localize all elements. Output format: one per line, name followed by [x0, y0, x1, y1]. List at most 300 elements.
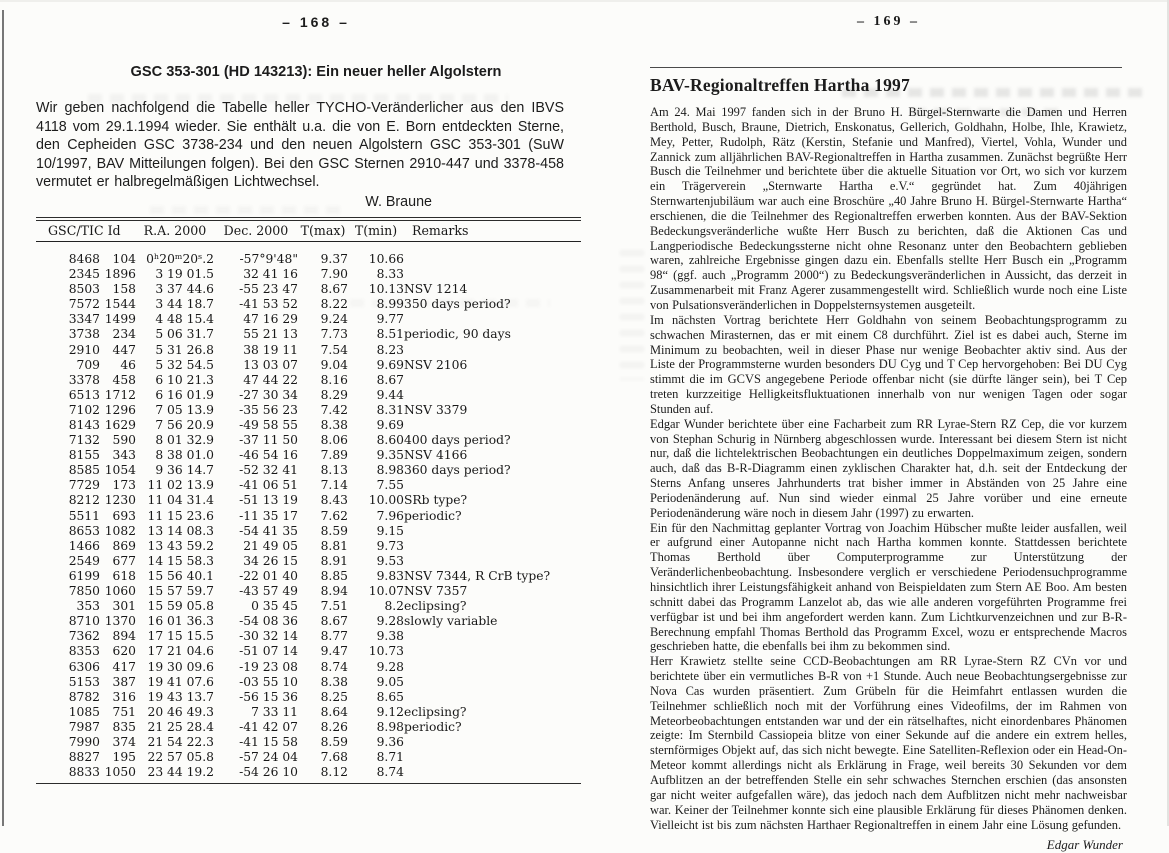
- table-cell: 10.00: [368, 493, 404, 508]
- table-cell: 8.2: [384, 599, 404, 614]
- table-cell: 8.59: [320, 523, 348, 538]
- table-cell: [404, 267, 581, 282]
- table-cell: 343: [112, 448, 136, 463]
- table-cell: 8.65: [376, 689, 404, 704]
- table-cell: 7.51: [320, 599, 348, 614]
- table-cell: 7 56 20.9: [155, 418, 214, 432]
- table-cell: 3738: [68, 327, 100, 342]
- table-cell: [404, 660, 581, 675]
- table-cell: -52 32 41: [239, 463, 298, 478]
- table-cell: 9.28: [376, 614, 404, 629]
- table-cell: 8.13: [320, 463, 348, 478]
- table-row: [36, 524, 581, 539]
- table-row: [36, 554, 581, 569]
- table-cell: 8833: [36, 765, 100, 784]
- table-cell: 9.38: [376, 629, 404, 644]
- table-cell: 7 33 11: [251, 704, 298, 719]
- table-row: [36, 343, 581, 358]
- table-cell: 7132: [68, 433, 100, 448]
- star-table: [36, 220, 581, 784]
- table-cell: -03 55 10: [239, 674, 298, 689]
- table-cell: 17 21 04.6: [147, 644, 214, 659]
- table-row: [36, 539, 581, 554]
- table-cell: 2910: [68, 342, 100, 357]
- table-row: [36, 675, 581, 690]
- author-byline: W. Braune: [365, 193, 432, 210]
- title-rule: [650, 67, 1122, 68]
- table-row: [36, 373, 581, 388]
- table-cell: 8.60: [376, 433, 404, 448]
- table-cell: 1629: [104, 418, 136, 432]
- table-cell: 8.23: [376, 342, 404, 357]
- table-cell: 234: [112, 327, 136, 342]
- table-cell: SRb type?: [404, 493, 468, 508]
- table-cell: 387: [112, 674, 136, 689]
- table-cell: 9.47: [320, 644, 348, 659]
- table-cell: 23 44 19.2: [136, 765, 214, 784]
- table-cell: 8585: [68, 463, 100, 478]
- table-cell: 8.71: [376, 750, 404, 765]
- table-cell: 9.77: [376, 312, 404, 327]
- table-cell: 8782: [68, 689, 100, 704]
- table-cell: 8.67: [320, 614, 348, 629]
- table-row: [36, 690, 581, 705]
- table-cell: 8.59: [320, 734, 348, 749]
- table-cell: 7.54: [320, 342, 348, 357]
- table-cell: 19 43 13.7: [147, 689, 214, 704]
- table-cell: 22 57 05.8: [147, 750, 214, 765]
- table-cell: 9 36 14.7: [155, 463, 214, 478]
- table-cell: 8653: [68, 523, 100, 538]
- page-number-right: – 169 –: [857, 14, 920, 29]
- table-cell: 7102: [68, 402, 100, 417]
- report-title: BAV-Regionaltreffen Hartha 1997: [650, 75, 910, 95]
- report-paragraph: Edgar Wunder berichtete über eine Facharbeit zum RR Lyrae-Stern RZ Cep, die vor kurzem von Stephan Schurig in Nürnberg abgeschlossen wurde. Interessant bei diesem Stern ist nicht nur, daß die lichtelektrischen Beobachtungen ein deutliches Doppelmaximum zeigen, sondern auch, daß das B-R-Diagramm einen zyklischen Charakter hat, d.h. seit der Entdeckung der Sterns Anfang unseres Jahrhunderts trat bisher immer in Abständen von 25 Jahre eine Periodenänderung auf. Nun sind wieder einmal 25 Jahre vorüber und eine erneute Periodenänderung wäre noch in diesem Jahr (1997) zu erwarten.: [650, 416, 1127, 520]
- table-cell: 835: [112, 719, 136, 734]
- table-cell: [404, 241, 581, 267]
- table-row: [36, 433, 581, 448]
- table-cell: NSV 2106: [404, 357, 468, 372]
- table-cell: [404, 644, 581, 659]
- table-cell: 21 54 22.3: [147, 734, 214, 749]
- table-cell: 17 15 15.5: [147, 629, 214, 644]
- table-cell: 13 03 07: [243, 357, 298, 372]
- table-cell: NSV 1214: [404, 282, 468, 297]
- table-cell: 693: [112, 508, 136, 523]
- table-cell: 590: [112, 433, 136, 448]
- table-row: [36, 599, 581, 614]
- table-cell: 4 48 15.4: [155, 312, 214, 327]
- table-cell: 10.13: [368, 282, 404, 297]
- table-cell: 6 10 21.3: [155, 372, 214, 387]
- table-cell: 11 02 13.9: [147, 478, 214, 493]
- page-168: [36, 8, 596, 784]
- table-cell: 6199: [68, 568, 100, 583]
- table-row: [36, 282, 581, 297]
- col-header-t-min: T(min): [348, 220, 404, 241]
- table-cell: 13 14 08.3: [147, 523, 214, 538]
- table-cell: NSV 7344, R CrB type?: [404, 568, 551, 583]
- table-cell: 7.14: [320, 478, 348, 493]
- table-cell: -56 15 36: [239, 689, 298, 704]
- table-cell: 7.96: [376, 508, 404, 523]
- table-cell: -51 13 19: [239, 493, 298, 508]
- table-cell: 47 44 22: [243, 372, 298, 387]
- table-cell: 7729: [68, 478, 100, 493]
- table-row: [36, 312, 581, 327]
- table-cell: 8.33: [376, 267, 404, 282]
- table-cell: 709: [76, 357, 100, 372]
- table-cell: 10.07: [368, 584, 404, 599]
- table-row: [36, 493, 581, 508]
- table-cell: 8.16: [320, 372, 348, 387]
- table-row: [36, 297, 581, 312]
- table-cell: 1230: [104, 493, 136, 508]
- table-cell: 7 05 13.9: [155, 402, 214, 417]
- table-cell: [404, 478, 581, 493]
- table-row: [36, 463, 581, 478]
- table-row: [36, 735, 581, 750]
- scan-edge-left: [2, 10, 4, 826]
- col-header-ra-2000: R.A. 2000: [136, 220, 214, 241]
- table-cell: [404, 539, 581, 554]
- table-cell: -22 01 40: [239, 568, 298, 583]
- table-cell: 46: [120, 357, 136, 372]
- table-cell: 19 41 07.6: [147, 674, 214, 689]
- article-title: GSC 353-301 (HD 143213): Ein neuer heller Algolstern: [130, 64, 502, 80]
- table-cell: 8.74: [348, 765, 404, 784]
- table-cell: 5 31 26.8: [155, 342, 214, 357]
- table-cell: 400 days period?: [404, 433, 511, 448]
- table-cell: NSV 3379: [404, 402, 468, 417]
- table-cell: 8.51: [376, 327, 404, 342]
- table-cell: slowly variable: [404, 614, 498, 629]
- table-cell: -41 42 07: [239, 719, 298, 734]
- table-cell: eclipsing?: [404, 704, 467, 719]
- table-cell: 350 days period?: [404, 297, 511, 312]
- table-cell: 5153: [68, 674, 100, 689]
- table-cell: [404, 418, 581, 433]
- table-cell: 11 15 23.6: [147, 508, 214, 523]
- table-cell: 869: [112, 538, 136, 553]
- table-cell: 9.69: [376, 357, 404, 372]
- table-cell: 8.98: [376, 463, 404, 478]
- table-cell: 7.73: [320, 327, 348, 342]
- table-cell: 8 38 01.0: [155, 448, 214, 463]
- table-cell: -43 57 49: [239, 584, 298, 599]
- table-cell: 8.22: [320, 297, 348, 312]
- scan-edge-top: [0, 0, 1169, 2]
- table-cell: 7850: [68, 584, 100, 599]
- table-cell: [404, 675, 581, 690]
- table-cell: 301: [112, 599, 136, 614]
- table-cell: [404, 690, 581, 705]
- table-cell: 1370: [104, 614, 136, 629]
- col-header-remarks: Remarks: [404, 220, 581, 241]
- table-cell: 8.31: [376, 402, 404, 417]
- table-row: [36, 705, 581, 720]
- article-intro-paragraph: Wir geben nachfolgend die Tabelle heller TYCHO-Veränderlicher aus den IBVS 4118 vom 29.1.1994 wieder. Sie enthält u.a. die von E. Born entdeckten Sterne, den Cepheiden GSC 3738-234 und den neuen Algolstern GSC 353-301 (SuW 10/1997, BAV Mitteilungen folgen). Bei den GSC Sternen 2910-447 und 3378-458 vermutet er halbregelmäßigen Lichtwechsel.: [36, 100, 564, 191]
- table-cell: -41 06 51: [239, 478, 298, 493]
- table-cell: periodic, 90 days: [404, 327, 511, 342]
- table-cell: 173: [112, 478, 136, 493]
- table-cell: 8.67: [376, 372, 404, 387]
- table-cell: -37 11 50: [239, 433, 298, 448]
- table-cell: 6513: [68, 387, 100, 402]
- table-cell: 8.91: [320, 553, 348, 568]
- table-cell: 15 59 05.8: [147, 599, 214, 614]
- table-cell: 374: [112, 734, 136, 749]
- table-cell: 1082: [104, 523, 136, 538]
- table-cell: 8827: [68, 750, 100, 765]
- table-cell: [404, 524, 581, 539]
- bleedthrough-smudge: [620, 250, 644, 380]
- table-cell: 417: [112, 659, 136, 674]
- table-cell: 8.38: [320, 674, 348, 689]
- table-row: [36, 509, 581, 524]
- table-cell: 8353: [68, 644, 100, 659]
- table-cell: 894: [112, 629, 136, 644]
- table-cell: 6306: [68, 659, 100, 674]
- table-cell: 9.36: [376, 734, 404, 749]
- table-cell: 447: [112, 342, 136, 357]
- table-cell: 9.73: [376, 538, 404, 553]
- table-row: [36, 629, 581, 644]
- table-cell: 8.85: [320, 568, 348, 583]
- report-paragraph: Herr Krawietz stellte seine CCD-Beobachtungen am RR Lyrae-Stern RZ CVn vor und berichtete über ein vermutliches B-R von +1 Stunde. Auch neue Beobachtungsergebnisse zur Nova Cas wurden präsentiert. Zum Grübeln für die Heimfahrt entlassen wurden die Teilnehmer schließlich noch mit der Vorführung eines Videofilms, der im Rahmen von Meteorbeobachtungen entstanden war und der ein rätselhaftes, nicht einordenbares Phänomen zeigte: Im Sternbild Cassiopeia blitze von einer Sekunde auf die andere ein extrem helles, sternförmiges Objekt auf, das sich nicht bewegte. Eine Satelliten-Reflexion oder ein Head-On-Meteor kommt allerdings nicht als Erklärung in Frage, weil bereits 30 Sekunden vor dem Aufblitzen an der betreffenden Stelle ein sehr schwaches Sternchen erschien (das ansonsten gar nicht weiter aufgefallen wäre), das jedoch nach dem Aufblitzen nicht mehr nachweisbar war. Keiner der Teilnehmer konnte sich eine plausible Erklärung für dieses Phänomen denken. Vielleicht ist bis zum nächsten Harthaer Regionaltreffen in einem Jahr eine Lösung gefunden.: [650, 654, 1127, 832]
- report-signature: Edgar Wunder: [1046, 837, 1123, 853]
- table-cell: 8.06: [320, 433, 348, 448]
- table-cell: 8.29: [320, 387, 348, 402]
- table-cell: [404, 343, 581, 358]
- table-cell: 9.15: [376, 523, 404, 538]
- table-cell: 316: [112, 689, 136, 704]
- table-cell: eclipsing?: [404, 599, 467, 614]
- table-cell: -41 53 52: [239, 297, 298, 312]
- table-cell: 21 49 05: [243, 538, 298, 553]
- table-cell: 8.99: [376, 297, 404, 312]
- col-header-t-max: T(max): [298, 220, 348, 241]
- table-cell: 1896: [104, 267, 136, 282]
- table-cell: 8.26: [320, 719, 348, 734]
- table-cell: 5511: [68, 508, 100, 523]
- table-cell: NSV 4166: [404, 448, 468, 463]
- table-cell: 677: [112, 553, 136, 568]
- table-cell: 1060: [104, 584, 136, 599]
- table-cell: [404, 373, 581, 388]
- table-cell: 7.42: [320, 402, 348, 417]
- table-cell: 1054: [104, 463, 136, 478]
- table-cell: 1544: [104, 297, 136, 312]
- col-header-dec-2000: Dec. 2000: [214, 220, 298, 241]
- table-cell: 3 19 01.5: [155, 267, 214, 282]
- table-cell: 9.69: [376, 418, 404, 432]
- star-table-body: [36, 241, 581, 783]
- table-cell: 8.74: [320, 659, 348, 674]
- table-cell: 9.53: [376, 553, 404, 568]
- table-cell: 10.66: [368, 251, 404, 266]
- table-row: [36, 327, 581, 342]
- table-cell: 8468: [68, 251, 100, 266]
- table-cell: 3378: [68, 372, 100, 387]
- table-cell: [404, 735, 581, 750]
- table-cell: 9.12: [376, 704, 404, 719]
- table-cell: 104: [112, 251, 136, 266]
- table-cell: 9.04: [320, 357, 348, 372]
- table-cell: 8212: [68, 493, 100, 508]
- table-cell: 7.55: [376, 478, 404, 493]
- table-cell: 1466: [68, 538, 100, 553]
- table-cell: -51 07 14: [239, 644, 298, 659]
- table-row: [36, 750, 581, 765]
- table-cell: -54 41 35: [239, 523, 298, 538]
- table-cell: 1499: [104, 312, 136, 327]
- table-cell: 620: [112, 644, 136, 659]
- table-cell: 9.83: [376, 568, 404, 583]
- table-cell: 3 44 18.7: [155, 297, 214, 312]
- table-cell: 9.28: [376, 659, 404, 674]
- table-cell: 5 06 31.7: [155, 327, 214, 342]
- table-row: [36, 765, 581, 784]
- table-cell: 8.38: [320, 418, 348, 432]
- table-cell: 8.25: [320, 689, 348, 704]
- table-cell: 16 01 36.3: [147, 614, 214, 629]
- table-row: [36, 241, 581, 267]
- star-table-header: [36, 220, 581, 241]
- table-row: [36, 448, 581, 463]
- table-cell: 8.12: [298, 765, 348, 784]
- table-cell: NSV 7357: [404, 584, 468, 599]
- table-cell: [404, 388, 581, 403]
- page-number-left: – 168 –: [282, 14, 350, 30]
- table-cell: 9.24: [320, 312, 348, 327]
- table-row: [36, 358, 581, 373]
- table-cell: [404, 629, 581, 644]
- table-cell: 158: [112, 282, 136, 297]
- table-cell: 7362: [68, 629, 100, 644]
- table-cell: 8155: [68, 448, 100, 463]
- table-cell: 9.37: [320, 251, 348, 266]
- table-cell: 7.68: [320, 750, 348, 765]
- table-cell: 19 30 09.6: [147, 659, 214, 674]
- table-cell: 1296: [104, 402, 136, 417]
- table-cell: -46 54 16: [239, 448, 298, 463]
- table-cell: 360 days period?: [404, 463, 511, 478]
- table-cell: -11 35 17: [239, 508, 298, 523]
- table-cell: 8.98: [376, 719, 404, 734]
- table-cell: 7.62: [320, 508, 348, 523]
- table-cell: periodic?: [404, 719, 462, 734]
- table-cell: 7.90: [320, 267, 348, 282]
- table-cell: 7987: [68, 719, 100, 734]
- table-cell: 458: [112, 372, 136, 387]
- table-cell: 8.81: [320, 538, 348, 553]
- table-cell: [404, 750, 581, 765]
- table-cell: -57°9'48": [239, 251, 298, 266]
- table-cell: [404, 312, 581, 327]
- table-cell: 0 35 45: [251, 599, 298, 614]
- table-cell: [404, 765, 581, 784]
- table-cell: 7.89: [320, 448, 348, 463]
- table-cell: 15 57 59.7: [147, 584, 214, 599]
- table-cell: -35 56 23: [239, 402, 298, 417]
- table-cell: 1085: [68, 704, 100, 719]
- table-row: [36, 720, 581, 735]
- table-cell: 8503: [68, 282, 100, 297]
- star-table-wrapper: [36, 217, 581, 784]
- table-cell: 3347: [68, 312, 100, 327]
- table-cell: 8.43: [320, 493, 348, 508]
- table-cell: -19 23 08: [239, 659, 298, 674]
- table-row: [36, 660, 581, 675]
- table-row: [36, 614, 581, 629]
- table-cell: 1712: [104, 387, 136, 402]
- table-cell: 8 01 32.9: [155, 433, 214, 448]
- table-row: [36, 478, 581, 493]
- table-row: [36, 644, 581, 659]
- table-cell: 14 15 58.3: [147, 553, 214, 568]
- table-cell: 8710: [68, 614, 100, 629]
- table-cell: 751: [112, 704, 136, 719]
- table-cell: 9.44: [376, 387, 404, 402]
- table-cell: 13 43 59.2: [147, 538, 214, 553]
- table-cell: 6 16 01.9: [155, 387, 214, 402]
- table-cell: [404, 554, 581, 569]
- table-cell: 618: [112, 568, 136, 583]
- table-cell: 7572: [68, 297, 100, 312]
- table-cell: 8.77: [320, 629, 348, 644]
- table-cell: 10.73: [368, 644, 404, 659]
- col-header-gsc-tic-id: GSC/TIC Id: [36, 220, 136, 241]
- table-cell: -49 58 55: [239, 418, 298, 432]
- report-paragraph: Ein für den Nachmittag geplanter Vortrag von Joachim Hübscher mußte leider ausfallen, weil er aufgrund einer Autopanne nicht nach Hartha kommen konnte. Stattdessen berichtete Thomas Berthold über Computerprogramme zur Unterstützung der Veränderlichenbeobachtung. Insbesondere verglich er verschiedene Periodensuchprogramme hinsichtlich ihrer Leistungsfähigkeit anhand von Beispieldaten zum Stern AE Boo. Am besten schnitt dabei das Programm Lanzelot ab, das wie alle anderen vorgeführten Programme frei verfügbar ist und bei ihm angefordert werden kann. Zum Lichtkurvenzeichnen und zur B-R-Berechnung empfahl Thomas Berthold das Programm Excel, wozu er entsprechende Macros geschrieben hatte, die ebenfalls bei ihm zu bekommen sind.: [650, 520, 1127, 654]
- table-cell: 1050: [100, 765, 136, 784]
- table-cell: 8.94: [320, 584, 348, 599]
- table-cell: periodic?: [404, 508, 462, 523]
- table-row: [36, 403, 581, 418]
- table-cell: 21 25 28.4: [147, 719, 214, 734]
- table-cell: 55 21 13: [243, 327, 298, 342]
- table-row: [36, 569, 581, 584]
- table-row: [36, 584, 581, 599]
- table-cell: -57 24 04: [239, 750, 298, 765]
- table-cell: 8.64: [320, 704, 348, 719]
- table-cell: 2549: [68, 553, 100, 568]
- table-cell: 47 16 29: [243, 312, 298, 327]
- table-cell: 0ʰ20ᵐ20ˢ.2: [146, 251, 214, 266]
- table-cell: 8143: [68, 418, 100, 432]
- report-paragraph: Im nächsten Vortrag berichtete Herr Goldhahn von seinem Beobachtungsprogramm zu schwachen Mirasternen, das er mit einem C8 durchführt. Ziel ist es dabei auch, Sterne im Minimum zu beobachten, weil in dieser Phase nur wenige Beobachter aktiv sind. Aus der Liste der Programmsterne wurden besonders DU Cyg und T Cep hervorgehoben: Bei DU Cyg stimmt die im GCVS angegebene Periode offenbar nicht (sie dürfte länger sein), bei T Cep treten kurzzeitige Helligkeitsfluktuationen innerhalb von nur wenigen Tagen oder sogar Stunden auf.: [650, 312, 1127, 416]
- table-cell: 353: [76, 599, 100, 614]
- table-cell: 3 37 44.6: [155, 282, 214, 297]
- table-cell: 7990: [68, 734, 100, 749]
- table-cell: 20 46 49.3: [147, 704, 214, 719]
- table-row: [36, 418, 581, 433]
- table-cell: 5 32 54.5: [155, 357, 214, 372]
- table-cell: 195: [112, 750, 136, 765]
- table-cell: 11 04 31.4: [147, 493, 214, 508]
- table-cell: 9.35: [376, 448, 404, 463]
- table-cell: 2345: [68, 267, 100, 282]
- report-paragraph: Am 24. Mai 1997 fanden sich in der Bruno H. Bürgel-Sternwarte die Damen und Herren Berthold, Busch, Braune, Dietrich, Enskonatus, Gellerich, Goldhahn, Holbe, Ihle, Krawietz, Mey, Petter, Rudolph, Rätz (Kerstin, Stefanie und Manfred), Viertel, Vohla, Wunder und Zannick zum alljährlichen BAV-Regionaltreffen in Hartha zusammen. Zunächst begrüßte Herr Busch die Teilnehmer und berichtete über die aktuelle Situation vor Ort, wo sich vor kurzem ein Trägerverein „Sternwarte Hartha e.V.“ gegründet hat. Zum 40jährigen Sternwartenjubiläum war auch eine Broschüre „40 Jahre Bruno H. Bürgel-Sternwarte Hartha“ erschienen, die die Teilnehmer des Regionaltreffen erwerben konnten. Aus der BAV-Sektion Bedeckungsveränderliche wußte Herr Busch zu berichten, daß die Aktionen Cas und Langperiodische Bedeckungssterne nicht ohne Resonanz unter den Beobachtern geblieben waren, zahlreiche Ergebnisse gingen dazu ein. Ebenfalls stellte Herr Busch ein „Programm 98“ (ggf. auch „Programm 2000“) zu Bedeckungsveränderlichen in Aussicht, das derzeit in Zusammenarbeit mit Franz Agerer zusammengestellt wird. Schließlich wurde noch eine Liste von Pulsationsveränderlichen in Doppelsternsystemen ausgeteilt.: [650, 105, 1127, 312]
- table-cell: -27 30 34: [239, 387, 298, 402]
- table-cell: 8.67: [320, 282, 348, 297]
- table-cell: -55 23 47: [239, 282, 298, 297]
- table-cell: 34 26 15: [243, 553, 298, 568]
- page-169: [650, 8, 1127, 853]
- table-cell: -41 15 58: [239, 734, 298, 749]
- table-cell: 38 19 11: [243, 342, 298, 357]
